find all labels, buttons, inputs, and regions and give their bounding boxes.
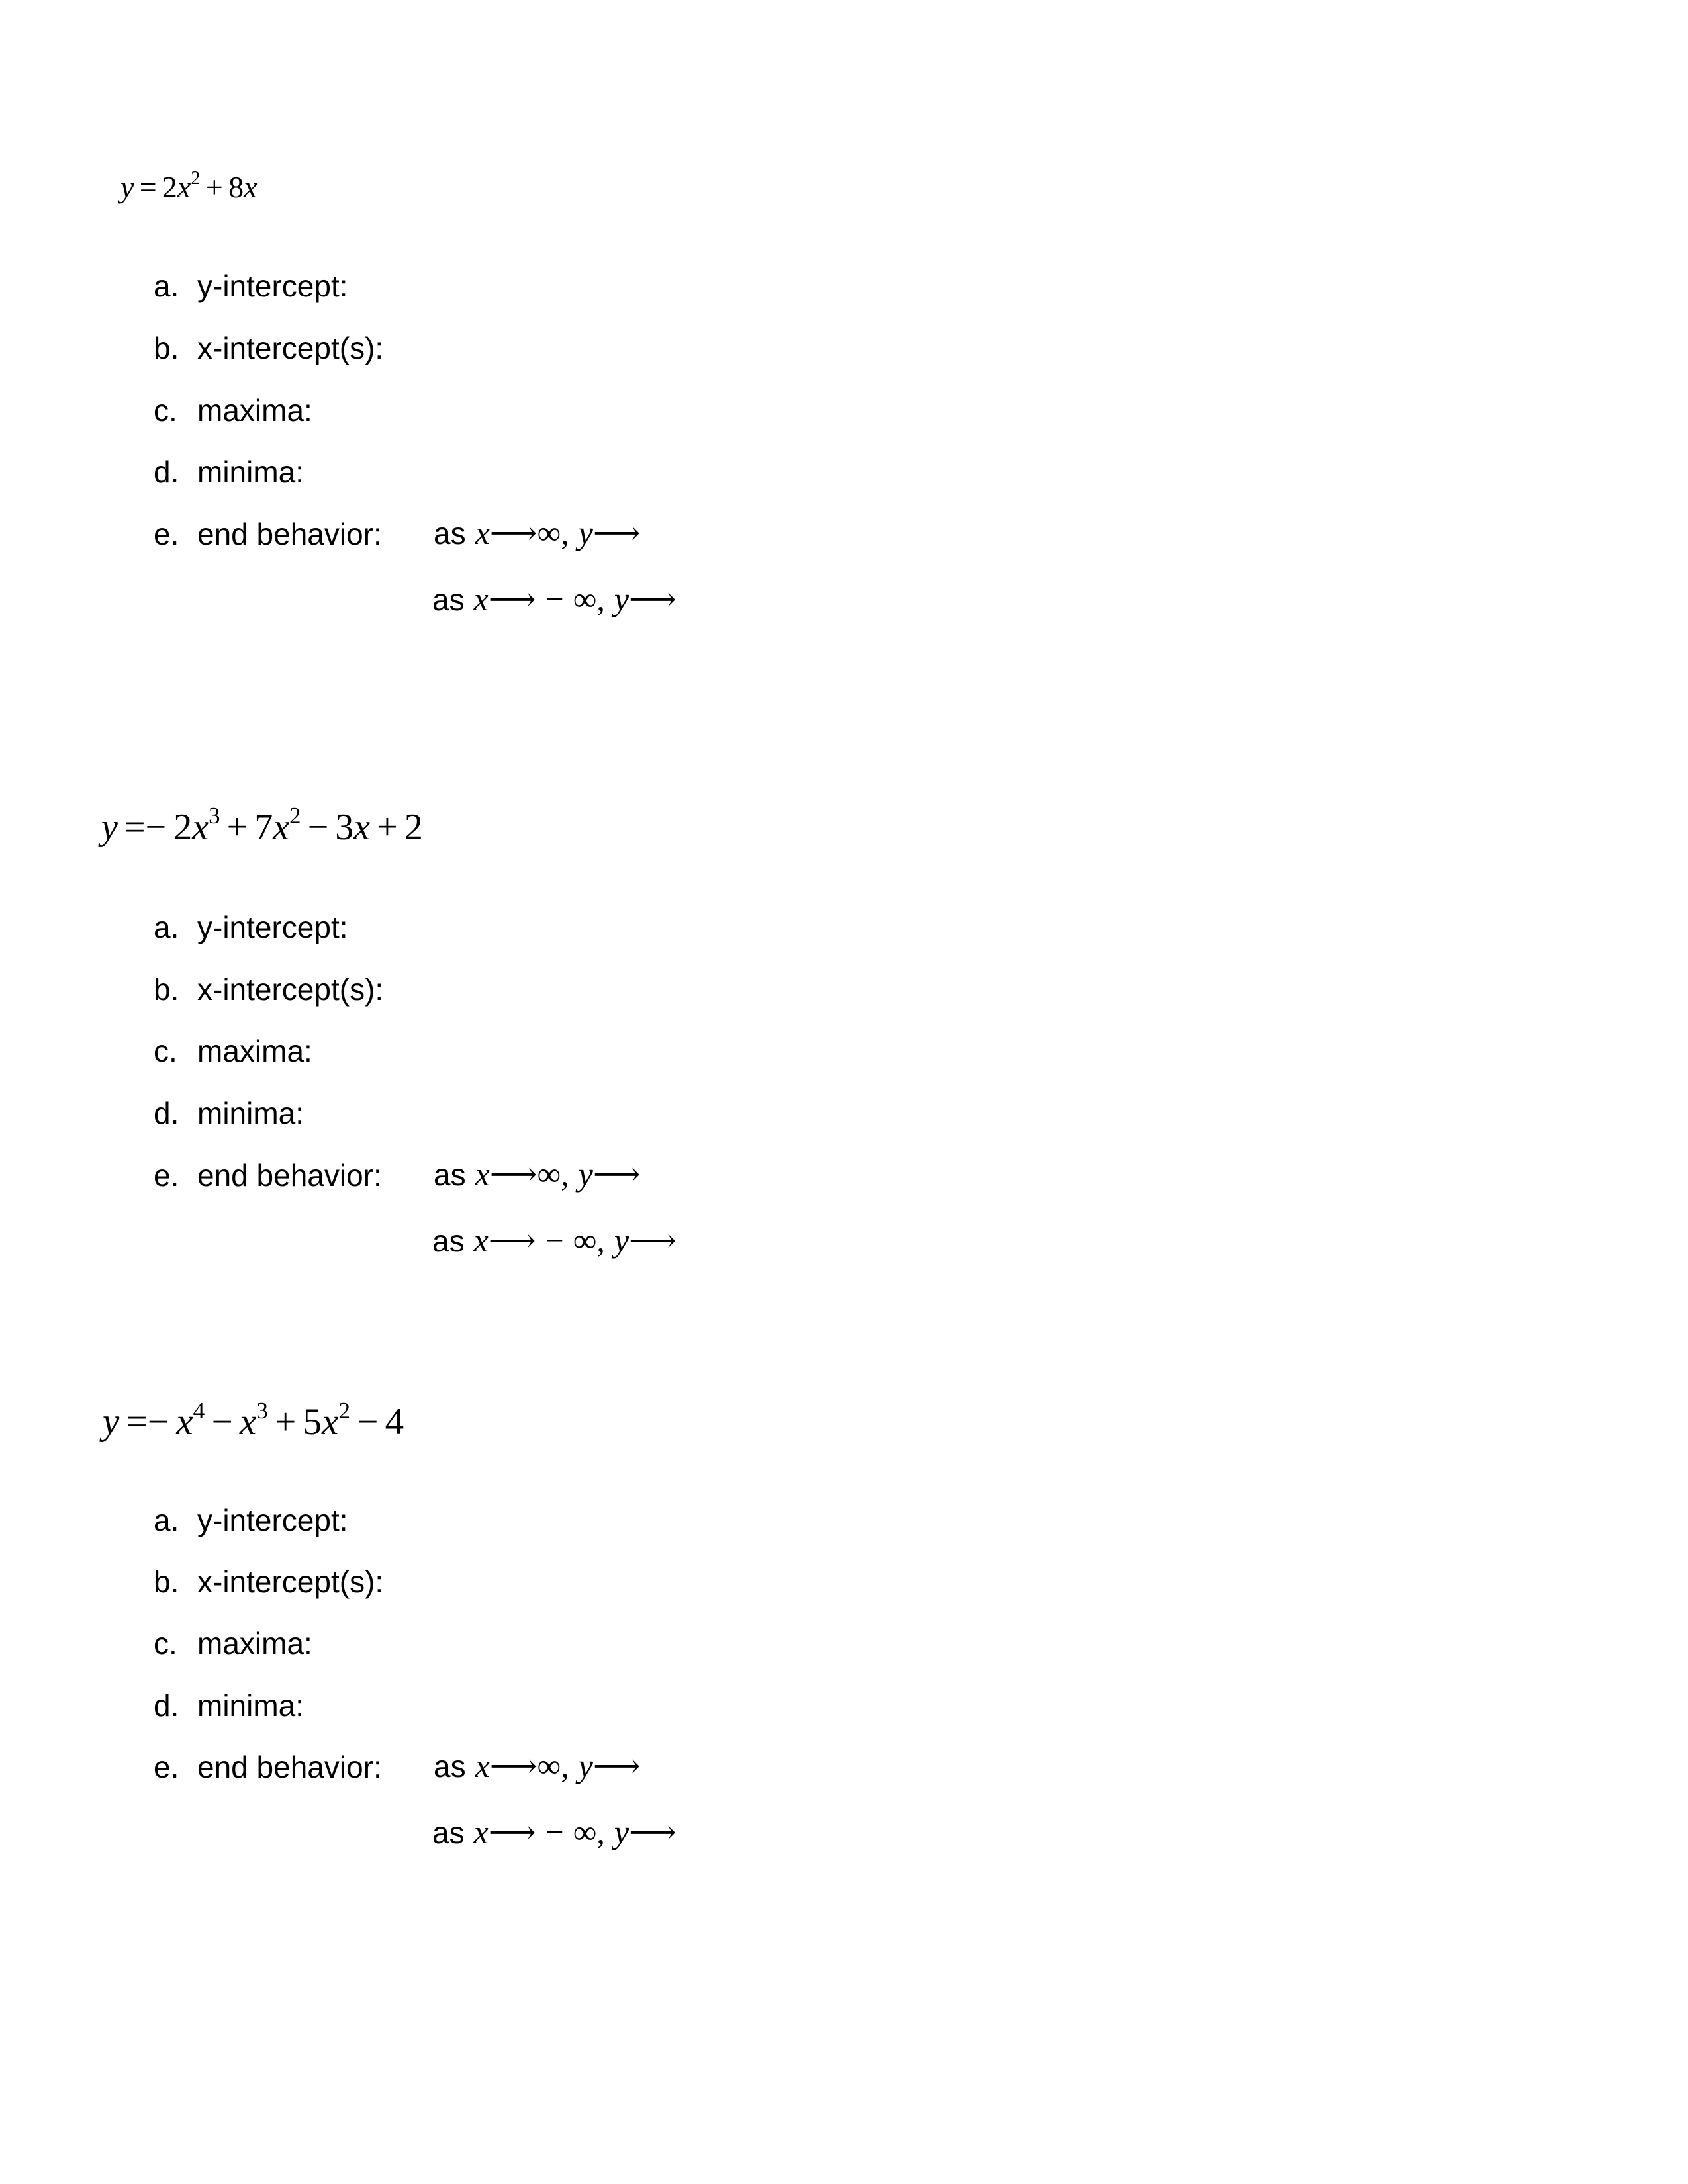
infinity-symbol: ∞	[573, 1813, 597, 1850]
math-y: y	[614, 1222, 630, 1259]
right-arrow-icon: ⟶	[488, 580, 536, 617]
math-y: y	[614, 1813, 630, 1850]
item-letter: a.	[154, 1503, 179, 1537]
eq-coef: 3	[335, 807, 354, 848]
item-letter: c.	[154, 1034, 177, 1068]
right-arrow-icon: ⟶	[592, 1156, 641, 1193]
right-arrow-icon: ⟶	[592, 514, 641, 551]
eq-exponent: 3	[256, 1397, 268, 1424]
item-letter: e.	[154, 1750, 179, 1784]
eq-var: x	[244, 170, 258, 204]
minus-sign: −	[545, 1813, 564, 1850]
comma: ,	[561, 1747, 569, 1784]
math-x: x	[475, 1156, 490, 1193]
eq-operator: −	[307, 807, 329, 848]
eq-var: x	[176, 1401, 193, 1443]
eq-exponent: 2	[191, 168, 201, 189]
item-letter: d.	[154, 1688, 179, 1723]
eq-operator: =−	[124, 807, 167, 848]
right-arrow-icon: ⟶	[489, 514, 538, 551]
item-label-x-intercepts: x-intercept(s):	[197, 1565, 384, 1599]
problem-2-equation	[101, 803, 423, 848]
right-arrow-icon: ⟶	[488, 1222, 536, 1259]
eq-exponent: 3	[209, 803, 220, 829]
eq-var: y	[103, 1401, 120, 1443]
as-text: as	[434, 1158, 466, 1192]
right-arrow-icon: ⟶	[488, 1813, 536, 1850]
eq-var: y	[101, 807, 118, 848]
item-label-end-behavior: end behavior:	[197, 1750, 382, 1784]
eq-coef: 2	[162, 170, 177, 204]
math-y: y	[578, 1156, 593, 1193]
math-y: y	[578, 514, 593, 551]
infinity-symbol: ∞	[537, 1156, 561, 1193]
as-text: as	[434, 1749, 466, 1784]
item-label-x-intercepts: x-intercept(s):	[197, 972, 384, 1007]
end-behavior-neg-inf	[432, 1224, 677, 1257]
math-x: x	[473, 1222, 489, 1259]
end-behavior-pos-inf	[434, 1749, 641, 1782]
eq-operator: −	[211, 1401, 233, 1443]
math-y: y	[578, 1747, 593, 1784]
math-x: x	[473, 580, 489, 617]
right-arrow-icon: ⟶	[629, 1813, 677, 1850]
item-label-y-intercept: y-intercept:	[197, 269, 348, 303]
eq-exponent: 2	[338, 1397, 351, 1424]
math-x: x	[475, 514, 490, 551]
problem-1-equation	[120, 168, 258, 204]
eq-var: y	[120, 170, 134, 204]
item-letter: b.	[154, 972, 179, 1007]
as-text: as	[432, 1224, 465, 1258]
eq-var: x	[322, 1401, 339, 1443]
infinity-symbol: ∞	[573, 580, 597, 617]
right-arrow-icon: ⟶	[489, 1156, 538, 1193]
item-label-maxima: maxima:	[197, 1626, 312, 1661]
comma: ,	[561, 1156, 569, 1193]
comma: ,	[596, 1813, 605, 1850]
as-text: as	[432, 1815, 465, 1850]
item-letter: c.	[154, 393, 177, 428]
minus-sign: −	[545, 580, 564, 617]
comma: ,	[596, 1222, 605, 1259]
item-letter: e.	[154, 517, 179, 551]
minus-sign: −	[545, 1222, 564, 1259]
item-label-minima: minima:	[197, 455, 305, 489]
infinity-symbol: ∞	[537, 514, 561, 551]
item-letter: e.	[154, 1158, 179, 1193]
eq-operator: +	[275, 1401, 297, 1443]
right-arrow-icon: ⟶	[592, 1747, 641, 1784]
item-label-maxima: maxima:	[197, 393, 312, 428]
right-arrow-icon: ⟶	[489, 1747, 538, 1784]
item-label-y-intercept: y-intercept:	[197, 1503, 348, 1537]
comma: ,	[561, 514, 569, 551]
comma: ,	[596, 580, 605, 617]
item-letter: d.	[154, 1096, 179, 1130]
math-x: x	[473, 1813, 489, 1850]
right-arrow-icon: ⟶	[629, 1222, 677, 1259]
eq-coef: 8	[228, 170, 244, 204]
item-label-minima: minima:	[197, 1096, 305, 1130]
eq-var: x	[353, 807, 371, 848]
as-text: as	[432, 582, 465, 617]
eq-coef: 4	[385, 1401, 404, 1443]
item-label-y-intercept: y-intercept:	[197, 910, 348, 944]
eq-exponent: 2	[289, 803, 301, 829]
math-y: y	[614, 580, 630, 617]
end-behavior-neg-inf	[432, 1815, 677, 1848]
eq-coef: 7	[254, 807, 273, 848]
item-label-end-behavior: end behavior:	[197, 1158, 382, 1193]
eq-operator: −	[357, 1401, 379, 1443]
eq-exponent: 4	[193, 1397, 205, 1424]
eq-var: x	[192, 807, 209, 848]
end-behavior-pos-inf	[434, 1158, 641, 1191]
problem-3-equation	[103, 1397, 404, 1443]
item-letter: b.	[154, 1565, 179, 1599]
eq-var: x	[273, 807, 290, 848]
item-letter: d.	[154, 455, 179, 489]
eq-coef: 2	[173, 807, 193, 848]
eq-var: x	[177, 170, 191, 204]
infinity-symbol: ∞	[573, 1222, 597, 1259]
end-behavior-pos-inf	[434, 516, 641, 549]
item-label-end-behavior: end behavior:	[197, 517, 382, 551]
eq-operator: =	[139, 170, 157, 204]
item-label-maxima: maxima:	[197, 1034, 312, 1068]
eq-var: x	[239, 1401, 257, 1443]
math-x: x	[475, 1747, 490, 1784]
item-letter: a.	[154, 269, 179, 303]
item-letter: a.	[154, 910, 179, 944]
eq-coef: 2	[404, 807, 423, 848]
eq-coef: 5	[303, 1401, 322, 1443]
item-label-x-intercepts: x-intercept(s):	[197, 331, 384, 365]
infinity-symbol: ∞	[537, 1747, 561, 1784]
eq-operator: +	[377, 807, 398, 848]
right-arrow-icon: ⟶	[629, 580, 677, 617]
end-behavior-neg-inf	[432, 582, 677, 615]
eq-operator: +	[226, 807, 248, 848]
as-text: as	[434, 516, 466, 551]
item-label-minima: minima:	[197, 1688, 305, 1723]
item-letter: c.	[154, 1626, 177, 1661]
item-letter: b.	[154, 331, 179, 365]
eq-operator: =−	[126, 1401, 169, 1443]
eq-operator: +	[205, 170, 223, 204]
